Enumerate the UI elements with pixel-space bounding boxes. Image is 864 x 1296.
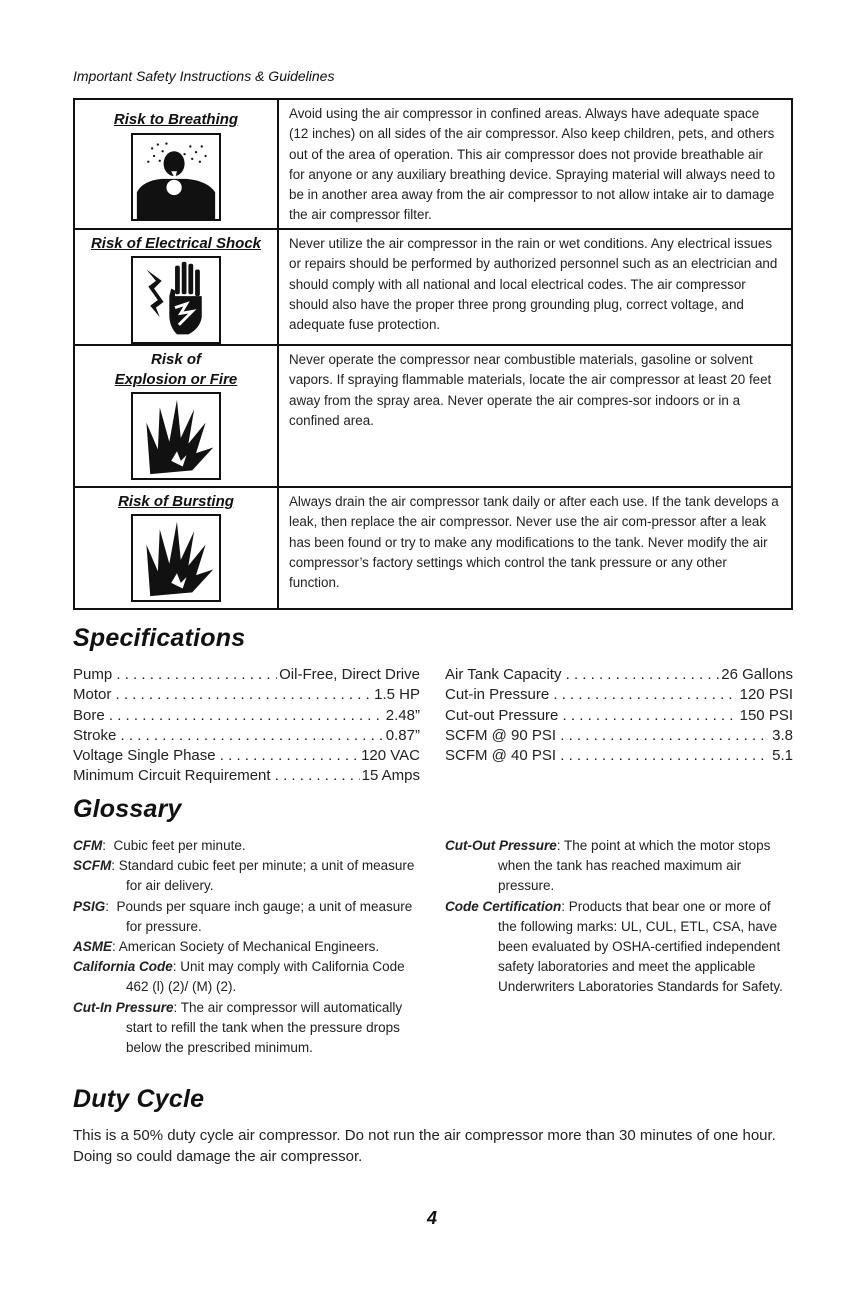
spec-row: SCFM @ 40 PSI . . . 5.1 <box>445 746 793 766</box>
electrical-shock-icon <box>131 256 221 344</box>
glossary-heading: Glossary <box>73 795 182 823</box>
spec-row: Voltage Single Phase . . . 120 VAC <box>73 746 420 766</box>
spec-row: Cut-out Pressure . . . 150 PSI <box>445 706 793 726</box>
spec-row: Minimum Circuit Requirement . . . 15 Amps <box>73 766 420 786</box>
glossary-entry: PSIG: Pounds per square inch gauge; a unit of measure for pressure. <box>73 898 413 934</box>
spec-row: Cut-in Pressure . . . 120 PSI <box>445 685 793 705</box>
spec-row: SCFM @ 90 PSI . . . 3.8 <box>445 726 793 746</box>
glossary-left <box>73 836 425 1058</box>
explosion-icon <box>131 514 221 602</box>
spec-row: Motor . . . 1.5 HP <box>73 685 420 705</box>
glossary-entry: CFM: Cubic feet per minute. <box>73 838 246 853</box>
spec-row: Bore . . . 2.48” <box>73 706 420 726</box>
risk-title: Risk of <box>150 351 201 368</box>
risk-title: Risk of Bursting <box>118 493 234 510</box>
specs-left <box>73 665 420 787</box>
glossary-entry: SCFM: Standard cubic feet per minute; a unit of measure for air delivery. <box>73 858 415 894</box>
glossary-entry: Cut-In Pressure: The air compressor will automatically start to refill the tank when the pressure drops below the prescribed minimum. <box>73 999 403 1056</box>
glossary-entry: Cut-Out Pressure: The point at which the motor stops when the tank has reached maximum air pressure. <box>445 838 771 894</box>
risk-row-electrical <box>74 229 792 345</box>
risk-text: Avoid using the air compressor in confined areas. Always have adequate space (12 inches) on all sides of the air compressor. Also keep children, pets, and others out of the area of operation. This air compressor does not provide breathable air for anyone or any auxiliary breathing device. Spraying material will always need to be in another area away from the air compressor to not allow intake air to damage the air compressor filter. <box>278 99 792 229</box>
risk-row-breathing <box>74 99 792 229</box>
risk-title: Risk of Electrical Shock <box>90 235 262 252</box>
spec-row: Air Tank Capacity . . . 26 Gallons <box>445 665 793 685</box>
specifications-heading: Specifications <box>73 624 246 652</box>
risk-text: Never utilize the air compressor in the rain or wet conditions. Any electrical issues or repairs should be performed by authorized personnel such as an electrician and should comply with all national and local electrical codes. The air compressor should also have the proper three prong grounding plug, correct voltage, and adequate fuse protection. <box>278 229 792 345</box>
breathing-hazard-icon <box>131 133 221 221</box>
glossary-right <box>445 836 793 998</box>
page-header: Important Safety Instructions & Guidelines <box>73 68 335 84</box>
risk-table <box>73 98 793 610</box>
specs-right <box>445 665 793 766</box>
risk-text: Never operate the compressor near combustible materials, gasoline or solvent vapors. If spraying flammable materials, locate the air compressor at least 20 feet away from the spray area. Never operate the air compres-sor indoors or in a confined area. <box>278 345 792 487</box>
spec-row: Pump . . . Oil-Free, Direct Drive <box>73 665 420 685</box>
risk-row-explosion <box>74 345 792 487</box>
risk-title: Explosion or Fire <box>114 371 238 388</box>
glossary-entry: Code Certification: Products that bear one or more of the following marks: UL, CUL, ETL, CSA, have been evaluated by OSHA-certified independent safety laboratories and meet the applicable Underwriters Laboratories Standards for Safety. <box>445 898 783 995</box>
risk-row-bursting <box>74 487 792 609</box>
glossary-entry: ASME: American Society of Mechanical Engineers. <box>73 939 380 955</box>
glossary-entry: California Code: Unit may comply with California Code 462 (l) (2)/ (M) (2). <box>73 959 405 995</box>
spec-row: Stroke . . . 0.87” <box>73 726 420 746</box>
explosion-icon <box>131 392 221 480</box>
page-number: 4 <box>426 1208 437 1228</box>
duty-cycle-heading: Duty Cycle <box>73 1085 205 1113</box>
risk-title: Risk to Breathing <box>113 111 239 128</box>
duty-cycle-text: This is a 50% duty cycle air compressor. Do not run the air compressor more than 30 minutes of one hour. Doing so could damage the air compressor. <box>73 1127 776 1165</box>
risk-text: Always drain the air compressor tank daily or after each use. If the tank develops a leak, then replace the air compressor. Never use the air com-pressor after a leak has been found or try to make any modifications to the tank. Never modify the air compressor’s factory settings which control the tank pressure or any other function. <box>278 487 792 609</box>
